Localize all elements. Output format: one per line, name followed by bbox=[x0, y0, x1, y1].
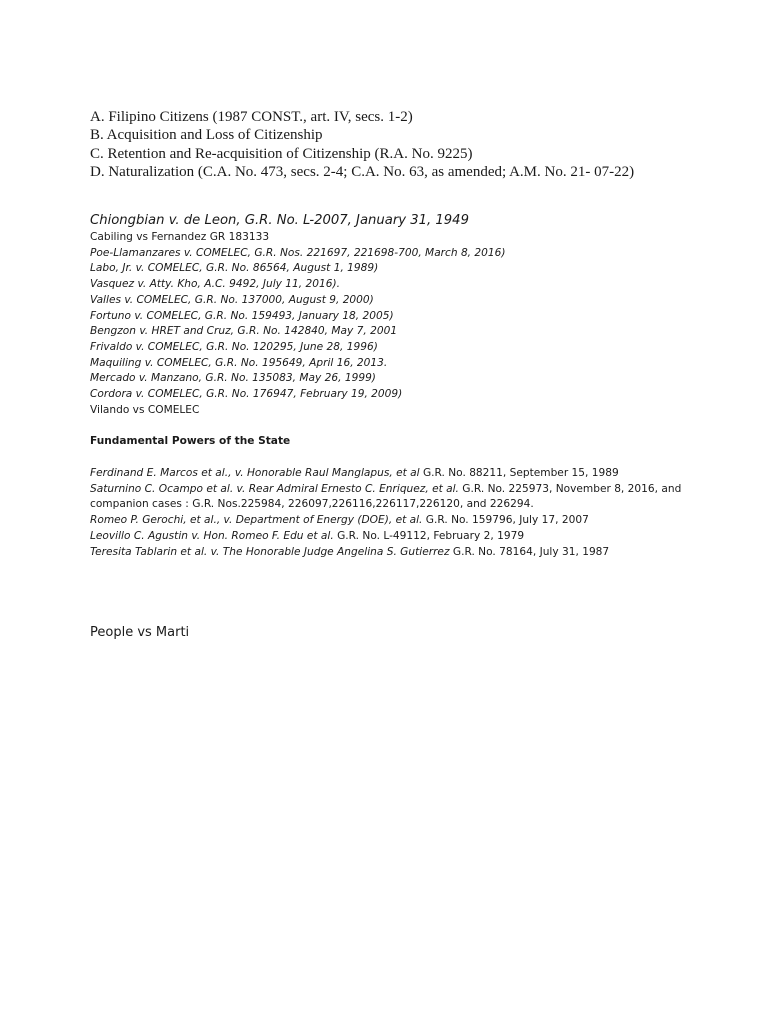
case-citation: G.R. No. L-49112, February 2, 1979 bbox=[333, 529, 525, 542]
powers-case-item bbox=[90, 529, 690, 545]
case-name: Leovillo C. Agustin v. Hon. Romeo F. Edu et al. bbox=[90, 529, 334, 542]
case-item: Frivaldo v. COMELEC, G.R. No. 120295, June 28, 1996) bbox=[90, 340, 378, 353]
case-item: Bengzon v. HRET and Cruz, G.R. No. 142840, May 7, 2001 bbox=[90, 325, 398, 338]
case-item: Labo, Jr. v. COMELEC, G.R. No. 86564, August 1, 1989) bbox=[90, 262, 379, 275]
powers-case-item bbox=[90, 466, 690, 482]
powers-case-item-continued bbox=[90, 497, 690, 513]
fundamental-powers-cases bbox=[90, 466, 690, 560]
case-item: Valles v. COMELEC, G.R. No. 137000, August 9, 2000) bbox=[90, 293, 374, 306]
case-citation: G.R. No. 88211, September 15, 1989 bbox=[419, 467, 619, 479]
outline-item-b: B. Acquisition and Loss of Citizenship bbox=[90, 127, 323, 144]
outline-item-a: A. Filipino Citizens (1987 CONST., art. IV, secs. 1-2) bbox=[90, 109, 413, 125]
case-item: Poe-Llamanzares v. COMELEC, G.R. Nos. 221697, 221698-700, March 8, 2016) bbox=[90, 246, 506, 259]
case-name: Romeo P. Gerochi, et al., v. Department of Energy (DOE), et al. bbox=[90, 514, 423, 527]
case-item: Cabiling vs Fernandez GR 183133 bbox=[90, 231, 270, 243]
case-citation: G.R. No. 159796, July 17, 2007 bbox=[422, 514, 589, 527]
citizenship-cases bbox=[90, 212, 690, 418]
powers-case-item bbox=[90, 545, 690, 561]
case-item: Maquiling v. COMELEC, G.R. No. 195649, April 16, 2013. bbox=[90, 356, 388, 369]
case-citation-continued: companion cases : G.R. Nos.225984, 226097,226116,226117,226120, and 226294. bbox=[90, 498, 534, 511]
case-list bbox=[90, 230, 690, 418]
case-name: Saturnino C. Ocampo et al. v. Rear Admiral Ernesto C. Enriquez, et al. bbox=[90, 482, 459, 495]
powers-case-item bbox=[90, 482, 690, 498]
case-item: Vasquez v. Atty. Kho, A.C. 9492, July 11, 2016). bbox=[90, 278, 340, 291]
case-heading: Chiongbian v. de Leon, G.R. No. L-2007, January 31, 1949 bbox=[90, 213, 469, 228]
outline-item-d: D. Naturalization (C.A. No. 473, secs. 2-4; C.A. No. 63, as amended; A.M. No. 21- 07-22) bbox=[90, 163, 635, 180]
final-case-note: People vs Marti bbox=[90, 625, 190, 640]
outline-item-c: C. Retention and Re-acquisition of Citizenship (R.A. No. 9225) bbox=[90, 145, 473, 162]
section-title: Fundamental Powers of the State bbox=[90, 435, 291, 447]
powers-case-item bbox=[90, 513, 690, 529]
case-name: Ferdinand E. Marcos et al., v. Honorable Raul Manglapus, et al bbox=[90, 467, 420, 479]
case-item: Fortuno v. COMELEC, G.R. No. 159493, January 18, 2005) bbox=[90, 309, 394, 322]
case-citation: G.R. No. 78164, July 31, 1987 bbox=[449, 545, 610, 558]
case-item: Mercado v. Manzano, G.R. No. 135083, May 26, 1999) bbox=[90, 372, 376, 385]
case-item: Vilando vs COMELEC bbox=[90, 403, 200, 416]
case-name: Teresita Tablarin et al. v. The Honorable Judge Angelina S. Gutierrez bbox=[90, 545, 450, 558]
citizenship-outline bbox=[90, 108, 750, 181]
case-citation: G.R. No. 225973, November 8, 2016, and bbox=[458, 482, 682, 495]
case-item: Cordora v. COMELEC, G.R. No. 176947, February 19, 2009) bbox=[90, 388, 403, 401]
